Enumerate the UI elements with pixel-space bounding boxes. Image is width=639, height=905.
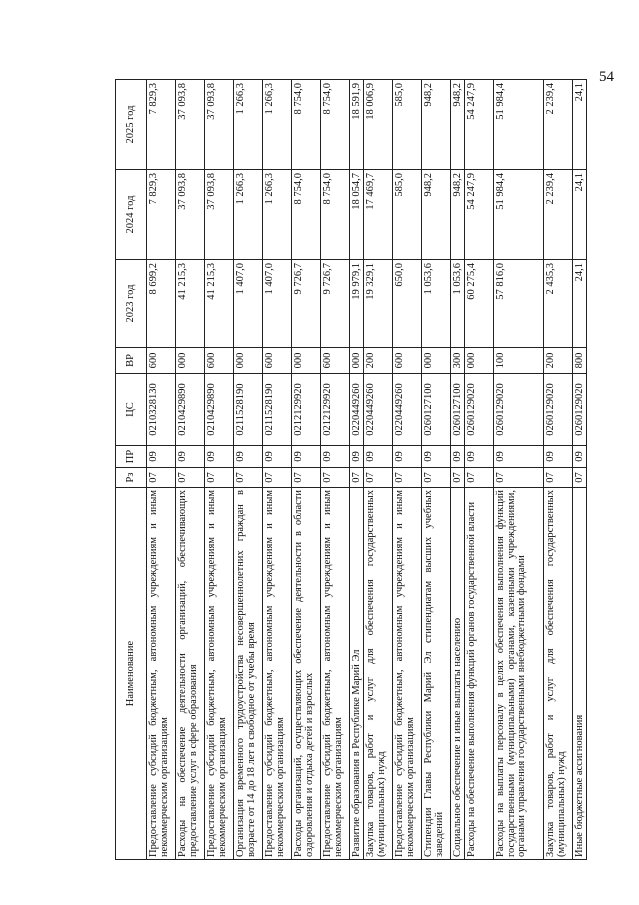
cell-2024: 1 266,3 <box>263 170 292 260</box>
header-name: Наименование <box>116 488 147 860</box>
cell-2024: 1 266,3 <box>234 170 263 260</box>
table-row <box>393 80 422 860</box>
header-2025: 2025 год <box>116 80 147 170</box>
cell-rz: 07 <box>393 468 422 488</box>
page-number: 54 <box>599 69 614 85</box>
table-row <box>364 80 393 860</box>
cell-2024: 24,1 <box>573 170 587 260</box>
rotated-table-area <box>115 80 595 860</box>
cell-rz: 07 <box>205 468 234 488</box>
cell-name: Предоставление субсидий бюджетным, автономным учреждениям и иным некоммерческим организациям <box>263 488 292 860</box>
cell-2023: 19 329,1 <box>364 260 393 348</box>
cell-2025: 948,2 <box>451 80 465 170</box>
table-row <box>292 80 321 860</box>
cell-2024: 18 054,7 <box>350 170 364 260</box>
cell-2023: 2 435,3 <box>544 260 573 348</box>
table-row <box>451 80 465 860</box>
cell-rz: 07 <box>573 468 587 488</box>
cell-cs: 0210328130 <box>147 374 176 446</box>
cell-pr: 09 <box>350 446 364 468</box>
cell-2023: 19 979,1 <box>350 260 364 348</box>
cell-2023: 1 053,6 <box>422 260 451 348</box>
header-2023: 2023 год <box>116 260 147 348</box>
cell-vr: 100 <box>494 348 544 374</box>
cell-2025: 37 093,8 <box>205 80 234 170</box>
cell-2024: 37 093,8 <box>205 170 234 260</box>
cell-vr: 000 <box>292 348 321 374</box>
cell-pr: 09 <box>263 446 292 468</box>
cell-name: Организация временного трудоустройства несовершеннолетних граждан в возрасте от 14 до 18 лет в свободное от учебы время <box>234 488 263 860</box>
cell-name: Предоставление субсидий бюджетным, автономным учреждениям и иным некоммерческим организациям <box>205 488 234 860</box>
table-body <box>147 80 587 860</box>
cell-pr: 09 <box>292 446 321 468</box>
cell-2024: 8 754,0 <box>321 170 350 260</box>
cell-name: Расходы на обеспечение деятельности организаций, обеспечивающих предоставление услуг в сфере образования <box>176 488 205 860</box>
cell-2024: 37 093,8 <box>176 170 205 260</box>
cell-name: Стипендии Главы Республики Марий Эл стипендиатам высших учебных заведений <box>422 488 451 860</box>
cell-cs: 0212129920 <box>321 374 350 446</box>
cell-2023: 1 407,0 <box>234 260 263 348</box>
cell-name: Развитие образования в Республике Марий Эл <box>350 488 364 860</box>
cell-2025: 37 093,8 <box>176 80 205 170</box>
cell-vr: 600 <box>263 348 292 374</box>
cell-2024: 948,2 <box>422 170 451 260</box>
cell-2024: 8 754,0 <box>292 170 321 260</box>
cell-cs: 0220449260 <box>393 374 422 446</box>
cell-rz: 07 <box>364 468 393 488</box>
table-row <box>494 80 544 860</box>
cell-name: Иные бюджетные ассигнования <box>573 488 587 860</box>
header-pr: ПР <box>116 446 147 468</box>
cell-name: Предоставление субсидий бюджетным, автономным учреждениям и иным некоммерческим организациям <box>147 488 176 860</box>
table-row <box>465 80 494 860</box>
cell-vr: 600 <box>147 348 176 374</box>
cell-2023: 9 726,7 <box>321 260 350 348</box>
cell-2023: 57 816,0 <box>494 260 544 348</box>
cell-2025: 54 247,9 <box>465 80 494 170</box>
table-row <box>321 80 350 860</box>
table-row <box>263 80 292 860</box>
cell-rz: 07 <box>147 468 176 488</box>
cell-2023: 41 215,3 <box>176 260 205 348</box>
cell-pr: 09 <box>393 446 422 468</box>
cell-vr: 200 <box>544 348 573 374</box>
cell-cs: 0210429890 <box>176 374 205 446</box>
cell-2023: 24,1 <box>573 260 587 348</box>
cell-2024: 2 239,4 <box>544 170 573 260</box>
cell-rz: 07 <box>321 468 350 488</box>
cell-cs: 0211528190 <box>263 374 292 446</box>
cell-cs: 0260129020 <box>573 374 587 446</box>
cell-2024: 54 247,9 <box>465 170 494 260</box>
cell-pr: 09 <box>573 446 587 468</box>
cell-2023: 60 275,4 <box>465 260 494 348</box>
cell-rz: 07 <box>465 468 494 488</box>
cell-name: Закупка товаров, работ и услуг для обеспечения государственных (муниципальных) нужд <box>364 488 393 860</box>
cell-cs: 0210429890 <box>205 374 234 446</box>
cell-rz: 07 <box>234 468 263 488</box>
cell-cs: 0260129020 <box>465 374 494 446</box>
cell-pr: 09 <box>451 446 465 468</box>
cell-pr: 09 <box>465 446 494 468</box>
cell-name: Предоставление субсидий бюджетным, автономным учреждениям и иным некоммерческим организациям <box>321 488 350 860</box>
cell-vr: 000 <box>350 348 364 374</box>
cell-cs: 0260127100 <box>422 374 451 446</box>
cell-2025: 948,2 <box>422 80 451 170</box>
header-vr: ВР <box>116 348 147 374</box>
cell-2023: 9 726,7 <box>292 260 321 348</box>
table-row <box>544 80 573 860</box>
cell-2025: 8 754,0 <box>321 80 350 170</box>
table-row <box>147 80 176 860</box>
header-2024: 2024 год <box>116 170 147 260</box>
cell-rz: 07 <box>292 468 321 488</box>
cell-pr: 09 <box>364 446 393 468</box>
cell-2025: 24,1 <box>573 80 587 170</box>
cell-vr: 000 <box>176 348 205 374</box>
cell-pr: 09 <box>544 446 573 468</box>
cell-vr: 000 <box>234 348 263 374</box>
cell-cs: 0260129020 <box>494 374 544 446</box>
cell-2025: 585,0 <box>393 80 422 170</box>
cell-cs: 0211528190 <box>234 374 263 446</box>
cell-2025: 2 239,4 <box>544 80 573 170</box>
cell-vr: 300 <box>451 348 465 374</box>
cell-cs: 0220449260 <box>350 374 364 446</box>
cell-cs: 0212129920 <box>292 374 321 446</box>
cell-2023: 41 215,3 <box>205 260 234 348</box>
table-row <box>234 80 263 860</box>
cell-2025: 18 006,9 <box>364 80 393 170</box>
cell-name: Социальное обеспечение и иные выплаты населению <box>451 488 465 860</box>
header-cs: ЦС <box>116 374 147 446</box>
table-header-row <box>116 80 147 860</box>
table-row <box>573 80 587 860</box>
cell-pr: 09 <box>422 446 451 468</box>
cell-rz: 07 <box>544 468 573 488</box>
cell-2023: 1 053,6 <box>451 260 465 348</box>
cell-pr: 09 <box>234 446 263 468</box>
cell-rz: 07 <box>263 468 292 488</box>
table-row <box>176 80 205 860</box>
cell-2024: 948,2 <box>451 170 465 260</box>
cell-vr: 600 <box>393 348 422 374</box>
budget-table <box>115 79 587 860</box>
table-row <box>205 80 234 860</box>
cell-name: Закупка товаров, работ и услуг для обеспечения государственных (муниципальных) нужд <box>544 488 573 860</box>
cell-2025: 1 266,3 <box>234 80 263 170</box>
cell-name: Расходы на выплаты персоналу в целях обеспечения выполнения функций государственными (муниципальными) органами, казенными учреждениями, органами управления государственными внебюджетными фондами <box>494 488 544 860</box>
table-row <box>422 80 451 860</box>
cell-cs: 0260129020 <box>544 374 573 446</box>
cell-name: Расходы организаций, осуществляющих обеспечение деятельности в области оздоровления и отдыха детей и взрослых <box>292 488 321 860</box>
cell-rz: 07 <box>451 468 465 488</box>
table-row <box>350 80 364 860</box>
cell-vr: 800 <box>573 348 587 374</box>
cell-vr: 600 <box>205 348 234 374</box>
cell-rz: 07 <box>422 468 451 488</box>
cell-vr: 600 <box>321 348 350 374</box>
cell-vr: 000 <box>465 348 494 374</box>
cell-pr: 09 <box>147 446 176 468</box>
cell-cs: 0260127100 <box>451 374 465 446</box>
cell-rz: 07 <box>176 468 205 488</box>
cell-2023: 650,0 <box>393 260 422 348</box>
cell-2024: 51 984,4 <box>494 170 544 260</box>
cell-rz: 07 <box>494 468 544 488</box>
cell-cs: 0220449260 <box>364 374 393 446</box>
cell-2025: 1 266,3 <box>263 80 292 170</box>
cell-2025: 7 829,3 <box>147 80 176 170</box>
cell-2024: 17 469,7 <box>364 170 393 260</box>
header-rz: Рз <box>116 468 147 488</box>
cell-pr: 09 <box>176 446 205 468</box>
cell-2023: 1 407,0 <box>263 260 292 348</box>
cell-2025: 8 754,0 <box>292 80 321 170</box>
cell-name: Расходы на обеспечение выполнения функций органов государственной власти <box>465 488 494 860</box>
cell-vr: 200 <box>364 348 393 374</box>
cell-2025: 18 591,9 <box>350 80 364 170</box>
cell-2024: 7 829,3 <box>147 170 176 260</box>
cell-2025: 51 984,4 <box>494 80 544 170</box>
cell-pr: 09 <box>205 446 234 468</box>
cell-2024: 585,0 <box>393 170 422 260</box>
cell-pr: 09 <box>494 446 544 468</box>
cell-pr: 09 <box>321 446 350 468</box>
cell-2023: 8 699,2 <box>147 260 176 348</box>
cell-rz: 07 <box>350 468 364 488</box>
cell-name: Предоставление субсидий бюджетным, автономным учреждениям и иным некоммерческим организациям <box>393 488 422 860</box>
cell-vr: 000 <box>422 348 451 374</box>
